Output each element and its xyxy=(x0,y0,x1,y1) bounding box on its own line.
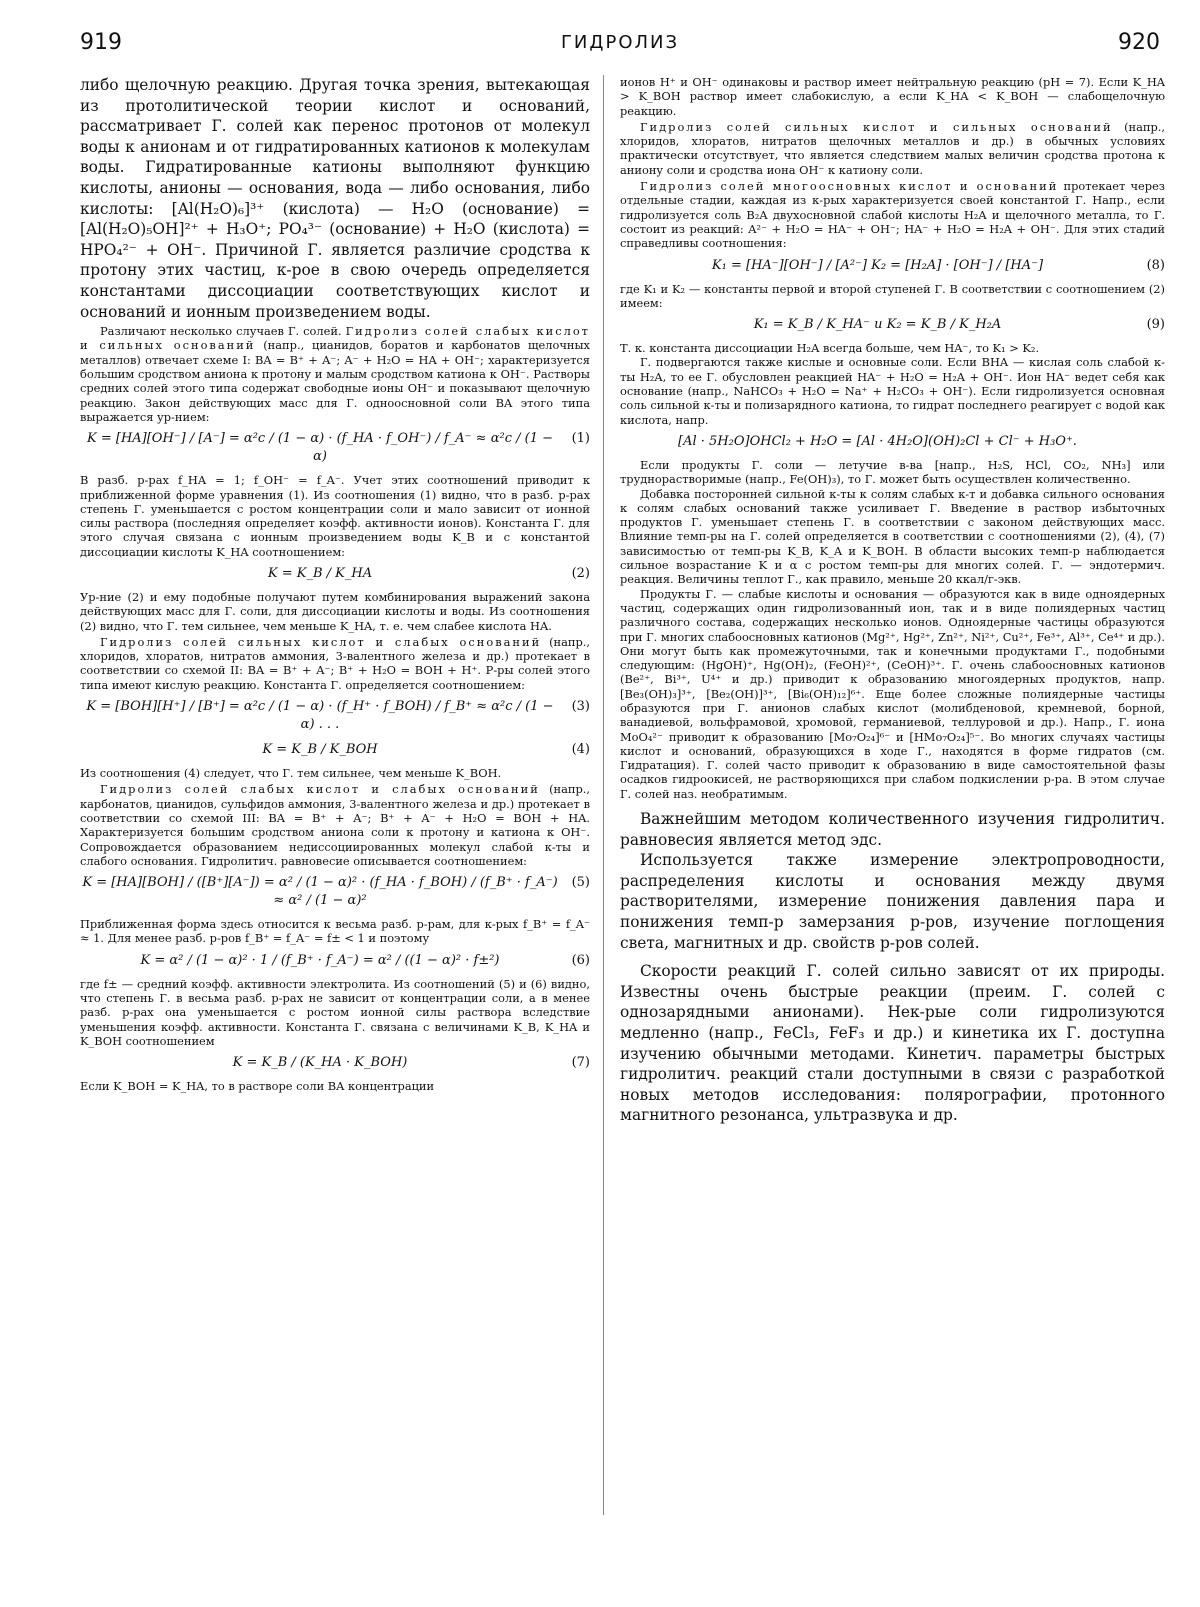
paragraph: Добавка посторонней сильной к-ты к солям слабых к-т и добавка сильного основания к солям слабых оснований также усиливает Г. Введение в раствор избыточных продуктов Г. уменьшает степень Г. в соответствии с законом действующих масс. Влияние темп-ры на Г. солей определяется в соответствии с соотношениями (2), (4), (7) зависимостью от темп-ры K_B, K_A и K_BOH. В области высоких темп-р наблюдается сильное возрастание K и α с ростом темп-ры для многих солей. Г. — эндотермич. реакция. Величины теплот Г., как правило, меньше 20 ккал/г-экв. xyxy=(620,486,1165,587)
section-heading: Гидролиз солей сильных кислот и сильных оснований xyxy=(640,119,1113,134)
equation-number: (9) xyxy=(1146,317,1165,333)
equation-number: (5) xyxy=(571,875,590,891)
equation-body: K₁ = K_B / K_HA⁻ и K₂ = K_B / K_H₂A xyxy=(753,317,1002,333)
paragraph: Если K_BOH = K_HA, то в растворе соли BA концентрации xyxy=(80,1079,435,1094)
equation-body: K₁ = [HA⁻][OH⁻] / [A²⁻] K₂ = [H₂A] · [OH⁻] / [HA⁻] xyxy=(711,257,1044,273)
paragraph: Используется также измерение электропроводности, распределения кислоты и основания между двумя растворителями, измерение понижения давления пара и понижения темп-р замерзания р-ров, изучение поглощения света, магнитных и др. свойств р-ров солей. xyxy=(620,851,1165,952)
paragraph-text: протекает через отдельные стадии, каждая из к-рых характеризуется своей константой Г. Напр., если гидролизуется соль B₂A двухосновной слабой кислоты H₂A и щелочного металла, то Г. состоит из реакций: A²⁻ + H₂O = HA⁻ + OH⁻; HA⁻ + H₂O = H₂A + OH⁻. Для этих стадий справедливы соотношения: xyxy=(620,179,1165,251)
equation xyxy=(80,698,590,734)
equation-body: K = K_B / K_HA xyxy=(267,565,373,581)
equation-number: (4) xyxy=(571,742,590,758)
paragraph: Продукты Г. — слабые кислоты и основания — образуются как в виде одноядерных частиц, содержащих один гидролизованный ион, так и в виде полиядерных частиц различного состава, содержащих несколько ионов. Одноядерные частицы образуются при Г. многих слабоосновных катионов (Mg²⁺, Hg²⁺, Zn²⁺, Ni²⁺, Cu²⁺, Fe³⁺, Al³⁺, Ce⁴⁺ и др.). Они могут быть как промежуточными, так и конечными продуктами Г., подобными следующим: (HgOH)⁺, Hg(OH)₂, (FeOH)²⁺, (CeOH)³⁺. Г. очень слабоосновных катионов (Be²⁺, Bi³⁺, U⁴⁺ и др.) приводит к образованию многоядерных продуктов, напр. [Be₃(OH)₃]³⁺, [Be₂(OH)]³⁺, [Bi₆(OH)₁₂]⁶⁺. Еще более сложные полиядерные частицы образуются при Г. анионов слабых кислот (молибденовой, кремневой, борной, ванадиевой, вольфрамовой, хромовой, германиевой, теллуровой и др.). Напр., Г. иона MoO₄²⁻ приводит к образованию [Mo₇O₂₄]⁶⁻ и [HMo₇O₂₄]⁵⁻. Во многих случаях частицы кислот и оснований, образующихся в ходе Г., находятся в форме гидратов (см. Гидратация). Г. солей часто приводит к образованию в виде самостоятельной фазы осадков гидроокисей, не растворяющихся при слабом подкислении р-ра. В этом случае Г. солей наз. необратимым. xyxy=(620,586,1165,801)
page-number-right: 920 xyxy=(1118,30,1160,55)
running-title: ГИДРОЛИЗ xyxy=(560,32,680,53)
equation xyxy=(80,430,590,466)
equation xyxy=(80,741,590,759)
section-heading: Гидролиз солей слабых кислот и сильных оснований xyxy=(80,324,590,353)
equation xyxy=(620,316,1165,334)
paragraph xyxy=(620,179,1165,250)
equation-body: [Al · 5H₂O]OHCl₂ + H₂O = [Al · 4H₂O](OH)₂Cl + Cl⁻ + H₃O⁺. xyxy=(678,433,1077,449)
equation xyxy=(80,874,590,910)
paragraph xyxy=(80,635,590,692)
paragraph: Важнейшим методом количественного изучения гидролитич. равновесия является метод эдс. xyxy=(620,810,1165,849)
paragraph xyxy=(80,324,590,424)
equation-number: (7) xyxy=(571,1055,590,1071)
section-heading: Гидролиз солей слабых кислот и слабых оснований xyxy=(100,782,540,797)
paragraph: Г. подвергаются также кислые и основные соли. Если BHA — кислая соль слабой к-ты H₂A, то ее Г. обусловлен реакцией HA⁻ + H₂O = H₂A + OH⁻. Ион HA⁻ ведет себя как основание (напр., NaHCO₃ + H₂O = Na⁺ + H₂CO₃ + OH⁻). Если гидролизуется основная соль сильной к-ты и полизарядного катиона, то гидрат последнего реагирует с водой как кислота, напр. xyxy=(620,355,1165,427)
paragraph: ионов H⁺ и OH⁻ одинаковы и раствор имеет нейтральную реакцию (pH = 7). Если K_HA > K_BOH раствор имеет слабокислую, а если K_HA < K_BOH — слабощелочную реакцию. xyxy=(620,75,1165,118)
paragraph: В разб. р-рах f_HA = 1; f_OH⁻ = f_A⁻. Учет этих соотношений приводит к приближенной форме уравнения (1). Из соотношения (1) видно, что в разб. р-рах степень Г. уменьшается с ростом концентрации соли и мало зависит от ионной силы раствора (последняя определяет коэфф. активности ионов). Константа Г. для этого случая связана с ионным произведением воды K_B и с константой диссоциации кислоты K_HA соотношением: xyxy=(80,473,590,559)
equation-body: K = α² / (1 − α)² · 1 / (f_B⁺ · f_A⁻) = α² / ((1 − α)² · f±²) xyxy=(140,952,500,968)
right-column xyxy=(620,75,1165,1537)
paragraph-text: (напр., хлоридов, хлоратов, нитратов щелочных металлов и др.) в обычных условиях практически отсутствует, что является следствием малых величин сродства протона к аниону соли и сродства иона OH⁻ к катиону соли. xyxy=(620,119,1165,177)
paragraph: Приближенная форма здесь относится к весьма разб. р-рам, для к-рых f_B⁺ = f_A⁻ ≈ 1. Для менее разб. р-ров f_B⁺ = f_A⁻ = f± < 1 и поэтому xyxy=(80,917,590,946)
equation-number: (8) xyxy=(1146,257,1165,273)
paragraph-text: (напр., цианидов, боратов и карбонатов щелочных металлов) отвечает схеме I: BA = B⁺ + A⁻; A⁻ + H₂O = HA + OH⁻; характеризуется большим сродством аниона к протону и малым сродством катиона к OH⁻. Растворы средних солей этого типа содержат свободные ионы OH⁻ и показывают щелочную реакцию. Закон действующих масс для Г. одноосновной соли BA этого типа выражается ур-нием: xyxy=(80,338,590,424)
paragraph: Из соотношения (4) следует, что Г. тем сильнее, чем меньше K_BOH. xyxy=(80,766,502,781)
page-number-left: 919 xyxy=(80,30,122,55)
equation-body: K = [HA][OH⁻] / [A⁻] = α²c / (1 − α) · (f_HA · f_OH⁻) / f_A⁻ ≈ α²c / (1 − α) xyxy=(87,431,553,465)
paragraph xyxy=(80,782,590,868)
section-heading: Гидролиз солей сильных кислот и слабых оснований xyxy=(100,634,542,649)
equation-number: (3) xyxy=(571,699,590,715)
equation-body: K = [BOH][H⁺] / [B⁺] = α²c / (1 − α) · (f_H⁺ · f_BOH) / f_B⁺ ≈ α²c / (1 − α) . . . xyxy=(86,699,554,733)
equation-number: (6) xyxy=(571,952,590,968)
equation xyxy=(80,1054,590,1072)
paragraph: Скорости реакций Г. солей сильно зависят от их природы. Известны очень быстрые реакции (преим. Г. солей с однозарядными анионами). Нек-рые соли гидролизуются медленно (напр., FeCl₃, FeF₃ и др.) и кинетика их Г. доступна изучению обычными методами. Кинетич. параметры быстрых гидролитич. реакций стали доступными в связи с разработкой новых методов исследования: полярографии, протонного магнитного резонанса, ультразвука и др. xyxy=(620,962,1165,1125)
column-divider xyxy=(603,75,604,1515)
paragraph: где f± — средний коэфф. активности электролита. Из соотношений (5) и (6) видно, что степень Г. в весьма разб. р-рах не зависит от концентрации соли, а в менее разб. р-рах она уменьшается с ростом ионной силы раствора вследствие уменьшения коэфф. активности. Константа Г. связана с величинами K_B, K_HA и K_BOH соотношением xyxy=(80,976,590,1048)
section-heading: Гидролиз солей многоосновных кислот и оснований xyxy=(640,179,1059,194)
equation xyxy=(80,952,590,970)
equation-body: K = K_B / K_BOH xyxy=(262,742,378,758)
paragraph-text: (напр., хлоридов, хлоратов, нитратов аммония, 3-валентного железа и др.) протекает в соответствии со схемой II: BA = B⁺ + A⁻; B⁺ + H₂O = BOH + H⁺. Р-ры солей этого типа имеют кислую реакцию. Константа Г. определяется соотношением: xyxy=(80,634,590,692)
paragraph: Ур-ние (2) и ему подобные получают путем комбинирования выражений закона действующих масс для Г. соли, для диссоциации кислоты и воды. Из соотношения (2) видно, что Г. тем сильнее, чем меньше K_HA, т. е. чем слабее кислота HA. xyxy=(80,589,590,633)
paragraph: либо щелочную реакцию. Другая точка зрения, вытекающая из протолитической теории кислот и оснований, рассматривает Г. солей как перенос протонов от молекул воды к анионам и от гидратированных катионов к молекулам воды. Гидратированные катионы выполняют функцию кислоты, анионы — основания, вода — либо основания, либо кислоты: [Al(H₂O)₆]³⁺ (кислота) — H₂O (основание) = [Al(H₂O)₅OH]²⁺ + H₃O⁺; PO₄³⁻ (основание) + H₂O (кислота) = HPO₄²⁻ + OH⁻. Причиной Г. является различие сродства к протону этих частиц, к-рое в свою очередь определяется константами диссоциации соответствующих кислот и оснований и ионным произведением воды. xyxy=(80,76,590,321)
equation-body: K = K_B / (K_HA · K_BOH) xyxy=(232,1055,408,1071)
equation-body: K = [HA][BOH] / ([B⁺][A⁻]) = α² / (1 − α)² · (f_HA · f_BOH) / (f_B⁺ · f_A⁻) ≈ α² / (1 − α)² xyxy=(82,875,558,909)
equation-number: (1) xyxy=(571,431,590,447)
paragraph: Т. к. константа диссоциации H₂A всегда больше, чем HA⁻, то K₁ > K₂. xyxy=(620,341,1040,356)
paragraph: где K₁ и K₂ — константы первой и второй ступеней Г. В соответствии с соотношением (2) имеем: xyxy=(620,281,1165,310)
paragraph: Если продукты Г. соли — летучие в-ва [напр., H₂S, HCl, CO₂, NH₃] или труднорастворимые (напр., Fe(OH)₃), то Г. может быть осуществлен количественно. xyxy=(620,457,1165,487)
equation xyxy=(80,565,590,583)
equation xyxy=(620,433,1165,451)
equation xyxy=(620,257,1165,275)
paragraph xyxy=(620,120,1165,177)
equation-number: (2) xyxy=(571,565,590,581)
page-header xyxy=(80,30,1160,58)
paragraph-lead: Различают несколько случаев Г. солей. xyxy=(100,324,342,339)
left-column xyxy=(80,75,590,1537)
paragraph-text: (напр., карбонатов, цианидов, сульфидов аммония, 3-валентного железа и др.) протекает в соответствии со схемой III: BA = B⁺ + A⁻; B⁺ + A⁻ + H₂O = BOH + HA. Характеризуется большим сродством аниона соли к протону и катиона к OH⁻. Сопровождается образованием недиссоциированных молекул слабой к-ты и слабого основания. Гидролитич. равновесие описывается соотношением: xyxy=(80,782,590,868)
